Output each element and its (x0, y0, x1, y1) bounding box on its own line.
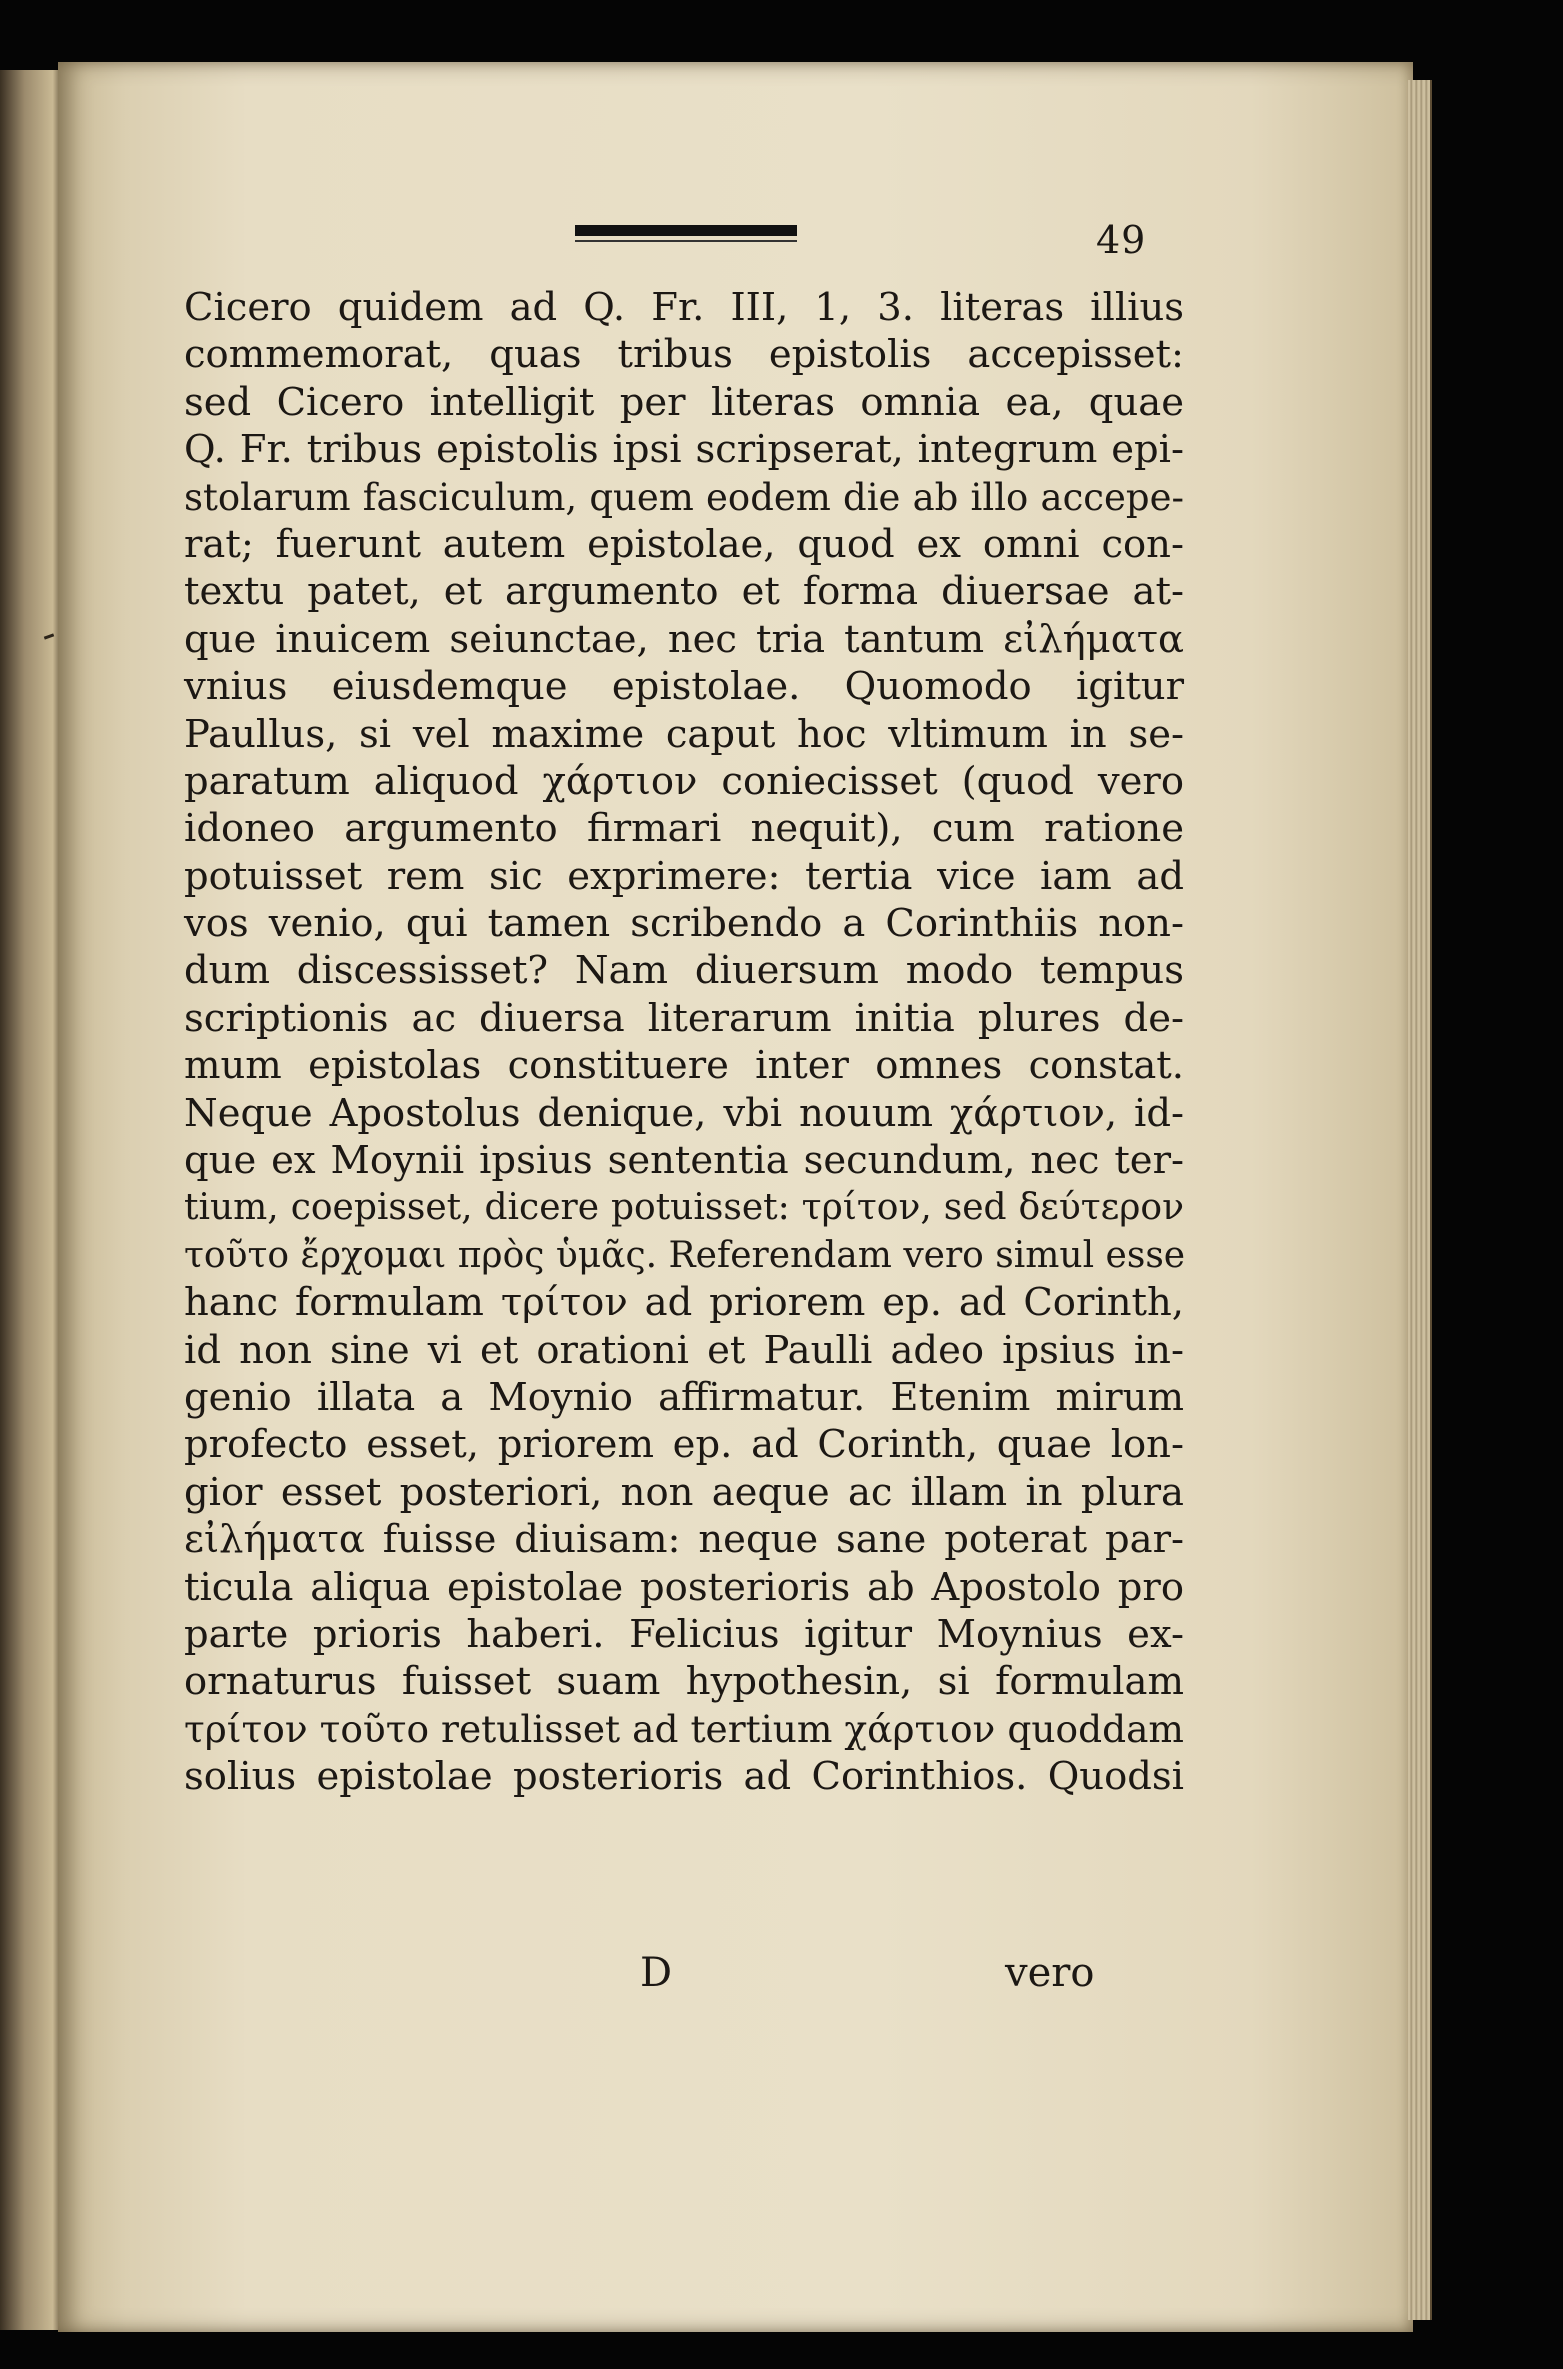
text-line: paratum aliquod χάρτιον coniecisset (quod vero (184, 758, 1184, 804)
text-line: que ex Moynii ipsius sententia secundum, nec ter- (184, 1138, 1184, 1184)
text-line: commemorat, quas tribus epistolis accepisset: (184, 332, 1184, 378)
text-line: id non sine vi et orationi et Paulli adeo ipsius in- (184, 1327, 1184, 1373)
text-line: solius epistolae posterioris ad Corinthios. Quodsi (184, 1754, 1184, 1800)
page-number: 49 (1096, 218, 1147, 262)
text-line: vos venio, qui tamen scribendo a Corinthiis non- (184, 901, 1184, 947)
text-line: mum epistolas constituere inter omnes constat. (184, 1043, 1184, 1089)
text-line: Cicero quidem ad Q. Fr. III, 1, 3. literas illius (184, 285, 1184, 330)
text-line: Q. Fr. tribus epistolis ipsi scripserat, integrum epi- (184, 427, 1184, 473)
text-line: gior esset posteriori, non aeque ac illam in plura (184, 1469, 1184, 1515)
body-text (184, 284, 1184, 1801)
text-line: potuisset rem sic exprimere: tertia vice iam ad (184, 853, 1184, 899)
text-line: τρίτον τοῦτο retulisset ad tertium χάρτιον quoddam (184, 1706, 1184, 1751)
text-line: tium, coepisset, dicere potuisset: τρίτον, sed δεύτερον (184, 1187, 1184, 1229)
text-line: genio illata a Moynio affirmatur. Etenim mirum (184, 1374, 1184, 1420)
catchword: vero (1005, 1950, 1095, 1996)
text-line: Paullus, si vel maxime caput hoc vltimum in se- (184, 711, 1184, 757)
text-line: sed Cicero intelligit per literas omnia ea, quae (184, 379, 1184, 425)
text-line: profecto esset, priorem ep. ad Corinth, quae lon- (184, 1422, 1184, 1468)
text-line: εἰλήματα fuisse diuisam: neque sane poterat par- (184, 1517, 1184, 1563)
text-line: Neque Apostolus denique, vbi nouum χάρτιον, id- (184, 1090, 1184, 1136)
text-line: ornaturus fuisset suam hypothesin, si formulam (184, 1659, 1184, 1705)
page-stack-edge (1408, 80, 1432, 2320)
text-line: ticula aliqua epistolae posterioris ab Apostolo pro (184, 1564, 1184, 1610)
header-rule (575, 225, 797, 236)
text-line: scriptionis ac diuersa literarum initia plures de- (184, 995, 1184, 1041)
signature-mark: D (640, 1950, 673, 1996)
text-line: stolarum fasciculum, quem eodem die ab illo accepe- (184, 475, 1184, 519)
text-line: dum discessisset? Nam diuersum modo tempus (184, 948, 1184, 994)
text-line: que inuicem seiunctae, nec tria tantum εἰλήματα (184, 616, 1184, 662)
text-line: τοῦτο ἔρχομαι πρὸς ὑμᾶς. Referendam vero simul esse (184, 1234, 1186, 1276)
text-line: vnius eiusdemque epistolae. Quomodo igitur (184, 664, 1184, 710)
text-line: parte prioris haberi. Felicius igitur Moynius ex- (184, 1611, 1184, 1657)
previous-page-edge (0, 70, 62, 2330)
text-line: hanc formulam τρίτον ad priorem ep. ad Corinth, (184, 1280, 1184, 1326)
text-line: idoneo argumento firmari nequit), cum ratione (184, 806, 1184, 852)
text-line: rat; fuerunt autem epistolae, quod ex omni con- (184, 521, 1184, 567)
text-line: textu patet, et argumento et forma diuersae at- (184, 569, 1184, 615)
